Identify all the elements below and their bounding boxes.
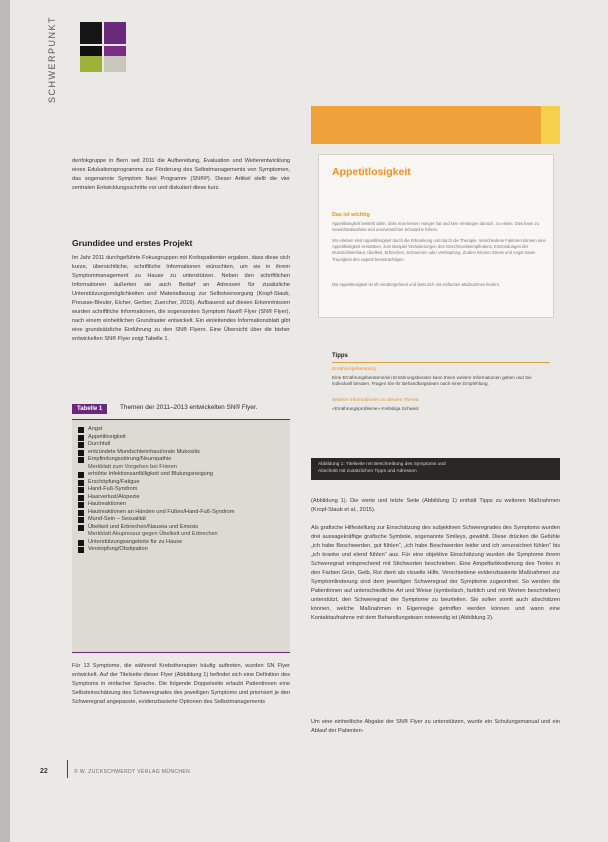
after-table-text: Für 13 Symptome, die während Krebstherapien häufig auftreten, wurden SN Flyer entwickelt. Auf der Titelseite dieser Flyer (Abbildung 1) befindet sich eine Definition des Symptoms in einfacher Sprache. Die folgende Doppelseite erlaubt Patientinnen eine Selbsteinschätzung des Schweregrades des jeweiligen Symptoms und priorisiert je den Schweregrad angepasste, evidenzbasierte Optionen des Selbstmanagements — [72, 663, 290, 705]
tipp-1-title: Ernährungsberatung — [332, 367, 376, 372]
tipp-2-description: «Ernährungsprobleme» Krebsliga Schweiz — [332, 406, 419, 411]
table-item — [78, 456, 286, 464]
caption-line-2: Abschnitt mit zusätzlichen Tipps und Adressen — [318, 469, 417, 474]
flyer-paragraph-2 — [332, 238, 546, 263]
section-heading: Grundidee und erstes Projekt — [72, 238, 193, 248]
table-item — [78, 539, 286, 547]
table-item-label: Haarverlust/Alopezie — [88, 493, 140, 500]
table-item — [78, 434, 286, 442]
table-item-label: Empfindungsstörung/Neuropathie — [88, 456, 172, 462]
table-item-label: Hautreaktionen — [88, 501, 126, 507]
bullet-square-icon — [78, 510, 84, 516]
publisher-line: © W. ZUCKSCHWERDT VERLAG MÜNCHEN — [74, 769, 191, 775]
table-item-label: erhöhte Infektionsanfälligkeit und Blutungsneigung — [88, 471, 214, 477]
table-item-label: Unterstützungsangebote für zu Hause — [88, 538, 183, 545]
table-item — [78, 486, 286, 494]
table-item — [78, 509, 286, 517]
table-item-label: Merkblatt zum Vorgehen bei Frieren — [88, 463, 177, 470]
table-item-label: Erschöpfung/Fatigue — [88, 478, 140, 485]
binding-shadow — [0, 0, 10, 842]
flyer-header-accent — [541, 106, 560, 144]
bullet-square-icon — [78, 540, 84, 546]
bullet-square-icon — [78, 547, 84, 553]
table-item-label: entzündete Mundschleimhaut/orale Mukositis — [88, 448, 200, 455]
tipp-1-description: Eine Ernährungsberaterin/ein Ernährungsberater kann Ihnen weitere Informationen geben und Sie individuell beraten. Fragen Sie Ihr Behandlungsteam nach einer Empfehlung. — [332, 375, 532, 386]
flyer-header-band — [311, 106, 560, 144]
right-text-1: (Abbildung 1). Die vierte und letzte Seite (Abbildung 1) enthält Tipps zu weiteren Maßnahmen (Kropf-Staub et al., 2015). — [311, 498, 560, 513]
right-paragraph-3 — [311, 718, 560, 736]
bullet-square-icon — [78, 502, 84, 508]
logo-square-purple — [104, 22, 126, 44]
table-label: Tabelle 1 — [72, 404, 107, 414]
bullet-square-icon — [78, 427, 84, 433]
flyer-title: Appetitlosigkeit — [332, 166, 411, 178]
table-item — [78, 501, 286, 509]
right-paragraph-1 — [311, 497, 560, 515]
table-item — [78, 426, 286, 434]
bullet-square-icon — [78, 525, 84, 531]
logo-square-green — [80, 56, 102, 72]
right-text-2: Als grafische Hilfestellung zur Einschätzung des subjektiven Schweregrades des Symptoms wurden drei aussagekräftige grafische Symbole, sogenannte Smileys, gewählt. Diese drücken die Gefühle „ich habe Beschwerden, gut fühlen“, „ich habe Beschwerden leider und ich verunsichert fühlen“ bis „ich kranke und elend fühlen“ aus. Für eine objektive Einschätzung wurden die Symptome ihrem Schweregrad entsprechend mit Stichworten beschrieben. Eine Ampelfarbkodierung des Textes in den Farben Grün, Gelb, Rot dient als visuelle Hilfe. Verschiedene evidenzbasierte Maßnahmen zur Symptomlinderung sind dem jeweiligen Schweregrad der Symptome zugeordnet. So werden die Patientinnen auf unterschiedliche Art und Weise (symbolisch, farblich und mit Worten beschrieben) unterstützt, den Schweregrad der Symptome zu beurteilen. Sie sollen somit auch abschätzen können, welche Maßnahmen in Eigenregie getroffen werden können und wann eine Kontaktaufnahme mit dem Behandlungsteam notwendig ist (Abbildung 2). — [311, 525, 560, 621]
flyer-paragraph-3 — [332, 282, 546, 288]
table-item-label: Appetitlosigkeit — [88, 433, 126, 440]
after-table-paragraph — [72, 662, 290, 707]
table-title: Themen der 2011–2013 entwickelten SN® Flyer. — [120, 404, 258, 411]
flyer-text-3: Die Appetitlosigkeit ist oft vorübergehend und lässt sich mit einfachen Maßnahmen lindern. — [332, 282, 501, 287]
table-item — [78, 479, 286, 487]
flyer-panel — [318, 154, 554, 318]
table-item-label: Hand-Fuß-Syndrom — [88, 486, 138, 492]
bullet-square-icon — [78, 495, 84, 501]
tipps-divider — [332, 362, 550, 363]
table-item-label: Merkblatt Akupressur gegen Übelkeit und Erbrechen — [88, 531, 218, 537]
intro-paragraph — [72, 157, 290, 193]
table-subitem — [78, 464, 286, 472]
flyer-text-1: Appetitlosigkeit besteht darin, dass man keinen Hunger hat und kein Verlangen danach, zu essen. Dies kann zu Gewichtsabnahme und unerwünschter Schwäche führen. — [332, 221, 539, 233]
bullet-square-icon — [78, 435, 84, 441]
tipps-heading: Tipps — [332, 353, 348, 359]
figure-caption — [311, 458, 560, 480]
intro-text: denfokgruppe in Bern seit 2011 die Aufbereitung, Evaluation und Weiterentwicklung eines Edukationsprogramms zur Förderung des Selbstmanagements von Symptomen, das sogenannte Symptom Navi Programm (SN®P). Dieser Artikel stellt die vier zentralen Entwicklungsschritte vor und diskutiert diese kurz. — [72, 158, 290, 191]
logo-square-black — [80, 22, 102, 44]
table-item — [78, 471, 286, 479]
table-item — [78, 546, 286, 554]
table-subitem — [78, 531, 286, 539]
bullet-square-icon — [78, 442, 84, 448]
bullet-square-icon — [78, 487, 84, 493]
page-number: 22 — [40, 768, 48, 775]
bullet-square-icon — [78, 480, 84, 486]
table-item — [78, 449, 286, 457]
flyer-paragraph-1 — [332, 221, 546, 233]
right-text-3: Um eine einheitliche Abgabe der SN® Flyer zu unterstützen, wurde ein Schulungsmanual und ein Ablauf der Patienten- — [311, 719, 560, 734]
body-text: Im Jahr 2011 durchgeführte Fokusgruppen mit Krebspatienten ergaben, dass diese sich kurze, übersichtliche, schriftliche Informationen wünschten, um sie in ihrem Symptommanagement zu Hause zu unterstützen. Neben den schriftlichen Informationen äußerten sie auch Bedarf an Adressen für zusätzliche Unterstützungsmöglichkeiten und Materialbezug zur Selbstversorgung (Kropf-Staub, Preusse-Bleuler, Eicher, Gerber, Zuercher, 2016). Aufbauend auf diesen Erkenntnissen wurden schriftliche Informationen, die sogenannten Symptom Navi® Flyer (SN® Flyer), nach einem einheitlichen Grundraster entwickelt. Ein einleitendes Informationsblatt gibt eine grundsätzliche Einführung zu den SN® Flyern. Eine Übersicht über die bisher entwickelten SN® Flyer zeigt Tabelle 1. — [72, 255, 290, 342]
table-item — [78, 516, 286, 524]
footer-divider — [67, 760, 68, 778]
caption-line-1: Abbildung 1: Titelseite mit Beschreibung des Symptoms und — [318, 462, 446, 467]
section-label: SCHWERPUNKT — [47, 16, 57, 104]
table-item-label: Durchfall — [88, 441, 111, 447]
bullet-square-icon — [78, 517, 84, 523]
table-item-label: Verstopfung/Obstipation — [88, 546, 148, 552]
flyer-text-2: Wo erleben sind Appetitlosigkeit durch die Erkrankung und durch die Therapie. Verschiedene Faktoren können eine Appetitlosigkeit verstärken, zum Beispiel Veränderungen des Geschmacksempfindens, Entzündungen der Mundschleimhaut, Übelkeit, Erbrechen, Schmerzen oder Verstopfung. Zudem können Stress und Angst sowie Traurigkeit den Appetit beeinträchtigen. — [332, 238, 546, 262]
table-item — [78, 441, 286, 449]
table-item — [78, 524, 286, 532]
topics-list — [72, 420, 290, 554]
right-paragraph-2 — [311, 524, 560, 623]
bullet-square-icon — [78, 457, 84, 463]
bullet-square-icon — [78, 450, 84, 456]
table-item — [78, 494, 286, 502]
table-item-label: Hautreaktionen an Händen und Füßen/Hand-Fuß-Syndrom — [88, 508, 235, 515]
body-paragraph — [72, 254, 290, 344]
bullet-square-icon — [78, 472, 84, 478]
table-item-label: Mund-Sein – Sexualität — [88, 516, 146, 522]
table-item-label: Angst — [88, 426, 103, 432]
flyer-subheading: Das ist wichtig — [332, 212, 370, 218]
tipp-2-title: Weitere Informationen zu diesem Thema — [332, 398, 419, 403]
table-item-label: Übelkeit und Erbrechen/Nausea und Emesis — [88, 523, 199, 530]
topics-table — [72, 419, 290, 653]
logo-square-grey — [104, 56, 126, 72]
